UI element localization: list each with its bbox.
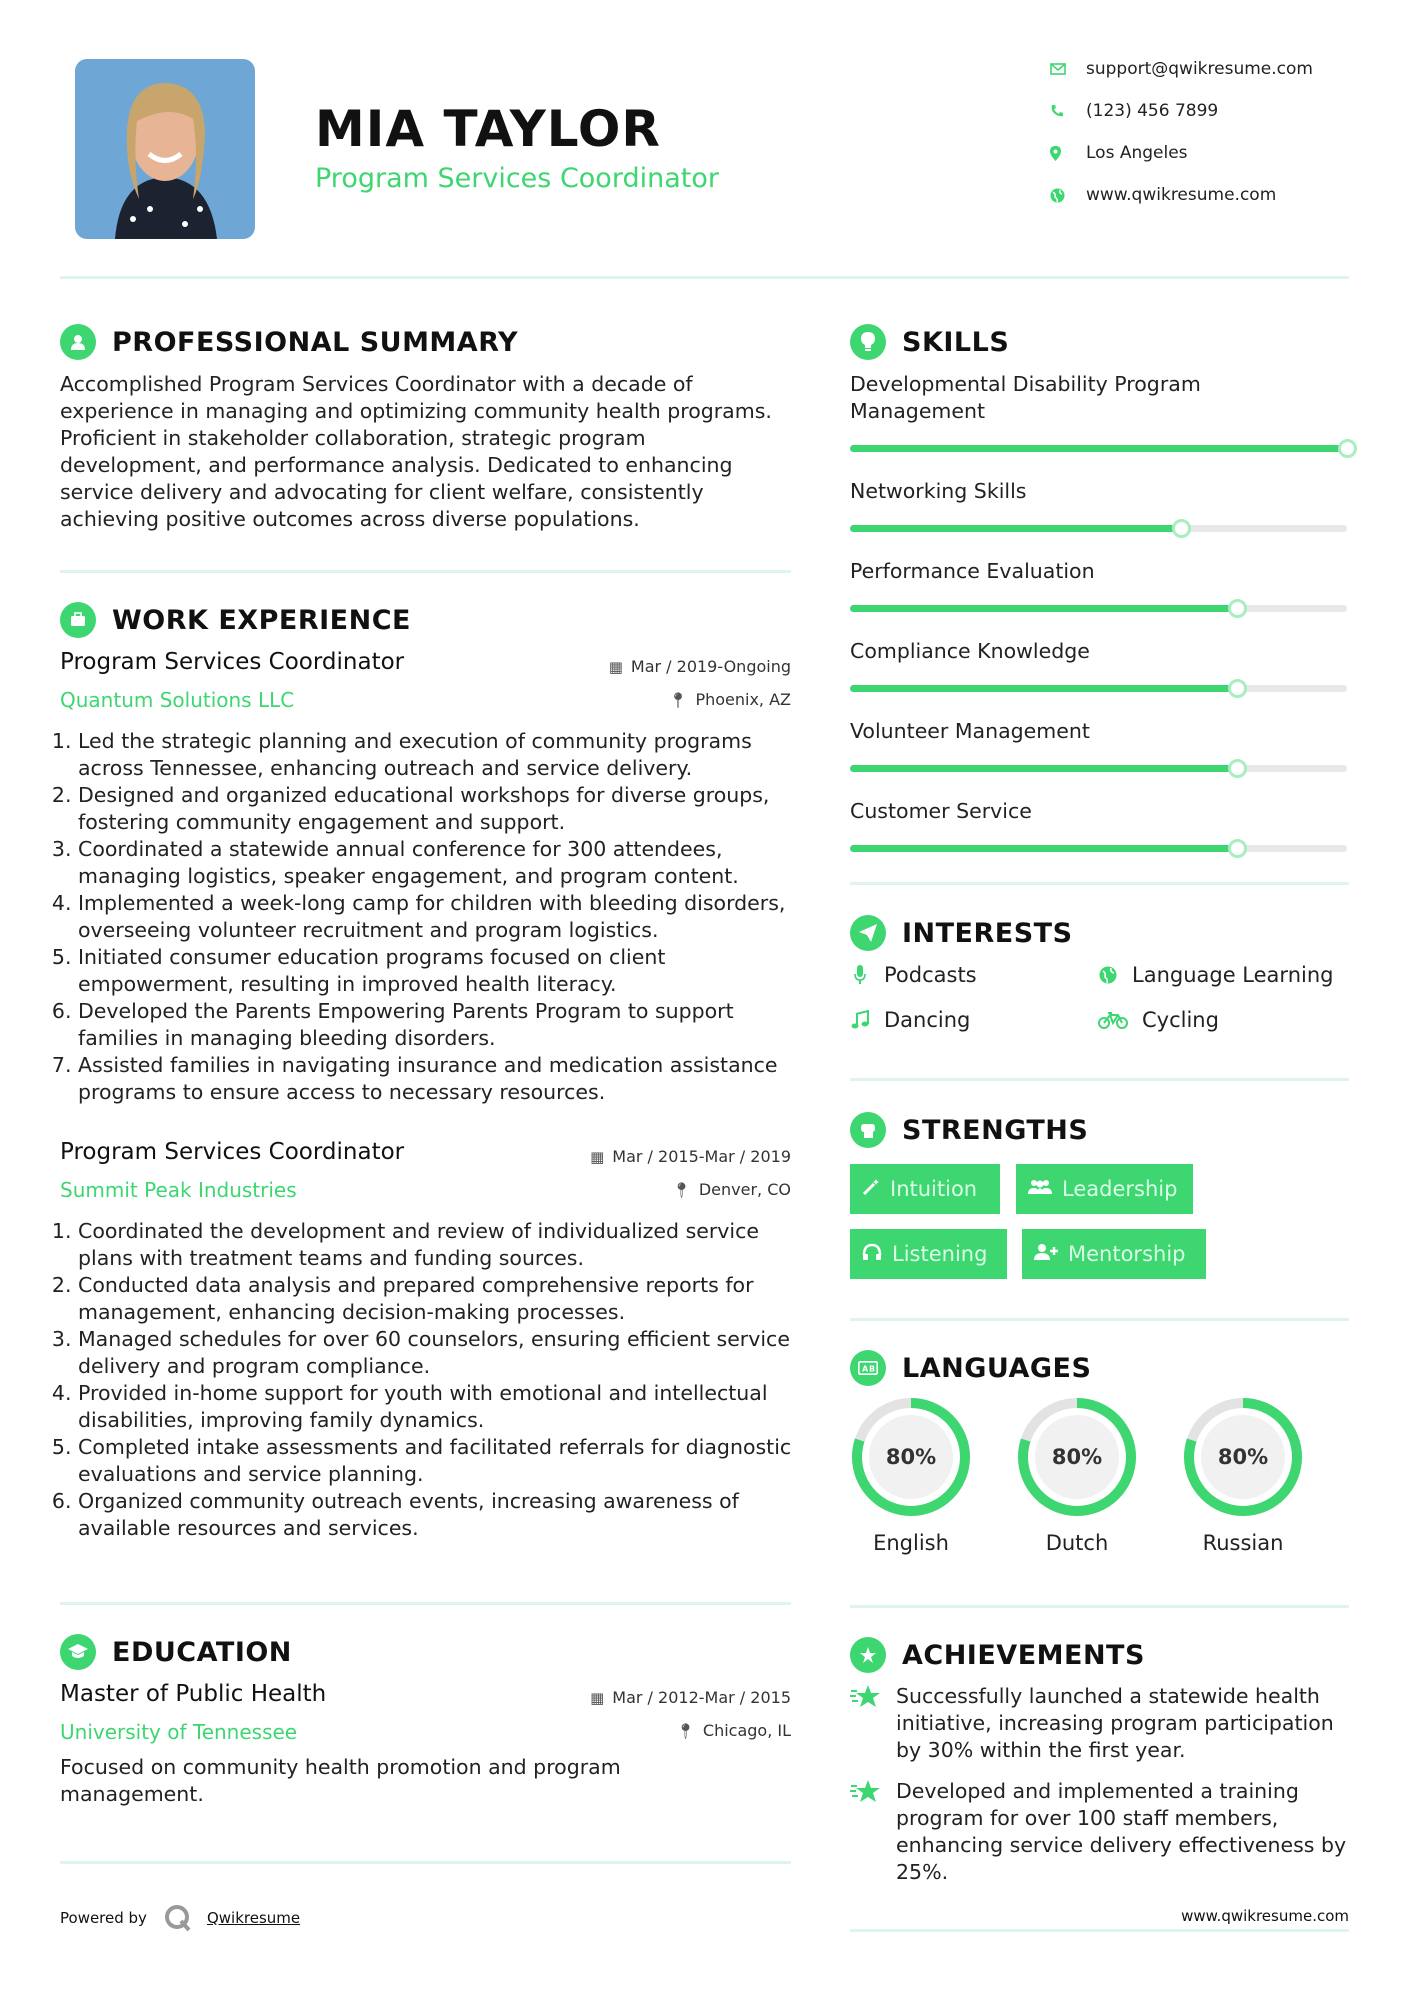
language-icon [850,1350,886,1386]
powered-by-text: Powered by [60,1909,147,1927]
languages-title: LANGUAGES [902,1352,1092,1384]
strengths-divider [850,1318,1349,1321]
job-2-location-text: Denver, CO [698,1180,791,1199]
duty-item: 7. Assisted families in navigating insurance and medication assistance programs to ensure access to necessary resources. [78,1052,800,1106]
education-school: University of Tennessee [60,1720,298,1744]
duty-item: 6. Organized community outreach events, increasing awareness of available resources and services. [78,1488,800,1542]
interest-language-learning [1098,963,1333,987]
achievement-text: Developed and implemented a training program for over 100 staff members, enhancing service delivery effectiveness by 25%. [896,1779,1347,1884]
bicycle-icon [1098,1011,1128,1029]
education-divider [60,1861,791,1864]
skills-title: SKILLS [902,326,1010,358]
contact-email-text: support@qwikresume.com [1086,59,1313,79]
skill-label: Performance Evaluation [850,559,1095,583]
job-2-dates-text: Mar / 2015-Mar / 2019 [612,1147,791,1166]
phone-icon [1050,104,1086,118]
duty-item: 4. Implemented a week-long camp for children with bleeding disorders, overseeing volunteer recruitment and program logistics. [78,890,800,944]
calendar-icon: ▦ [590,1688,605,1707]
skill-level-knob [1172,519,1191,538]
pin-icon: 📍︎ [671,1180,691,1199]
skill-level-fill [850,845,1237,852]
skill-label: Networking Skills [850,479,1027,503]
skill-level-bar [850,685,1347,692]
strength-tag-mentorship [1022,1229,1206,1279]
duty-item: 1. Led the strategic planning and execution of community programs across Tennessee, enhancing outreach and service delivery. [78,728,800,782]
skill-level-knob [1228,679,1247,698]
job-2-title: Program Services Coordinator [60,1139,405,1165]
duty-item: 2. Conducted data analysis and prepared comprehensive reports for management, enhancing decision-making processes. [78,1272,800,1326]
svg-text:B: B [869,1364,876,1374]
interests-title: INTERESTS [902,917,1073,949]
strengths-heading [850,1112,1088,1148]
achievement-text: Successfully launched a statewide health initiative, increasing program participation by 30% within the first year. [896,1684,1334,1762]
language-label: English [873,1531,949,1555]
contact-phone[interactable] [1050,99,1218,123]
education-heading [60,1634,292,1670]
interest-podcasts [850,963,977,987]
duty-item: 1. Coordinated the development and review of individualized service plans with treatment teams and funding sources. [78,1218,800,1272]
pin-icon: 📍︎ [675,1721,695,1740]
job-1-title: Program Services Coordinator [60,649,405,675]
interest-label: Dancing [884,1008,971,1032]
language-ring [1182,1396,1304,1518]
strengths-title: STRENGTHS [902,1114,1089,1146]
globe-icon [1098,966,1118,984]
mail-icon [1050,63,1086,75]
language-ring [850,1396,972,1518]
skill-level-knob [1228,759,1247,778]
user-plus-icon [1034,1243,1058,1266]
location-pin-icon [1050,146,1086,161]
language-percent: 80% [885,1445,937,1469]
contact-website[interactable] [1050,183,1276,207]
header-divider [60,276,1349,279]
strength-label: Leadership [1062,1177,1178,1201]
work-heading [60,602,411,638]
star-icon [850,1778,896,1886]
job-2-duties [60,1218,800,1542]
graduation-cap-icon [60,1634,96,1670]
strength-label: Mentorship [1068,1242,1186,1266]
duty-item: 3. Managed schedules for over 60 counselors, ensuring efficient service delivery and program compliance. [78,1326,800,1380]
language-percent: 80% [1051,1445,1103,1469]
skill-level-bar [850,845,1347,852]
interest-cycling [1098,1008,1219,1032]
headphones-icon [862,1243,882,1266]
strength-label: Intuition [890,1177,978,1201]
strength-tag-intuition [850,1164,1000,1214]
skill-level-fill [850,445,1347,452]
summary-title: PROFESSIONAL SUMMARY [112,326,519,358]
star-badge-icon [850,1637,886,1673]
qwikresume-logo-icon [163,1903,193,1933]
education-dates-text: Mar / 2012-Mar / 2015 [612,1688,791,1707]
interest-label: Language Learning [1132,963,1334,987]
skill-level-knob [1228,599,1247,618]
skill-level-bar [850,605,1347,612]
interest-dancing [850,1008,970,1032]
footer-url[interactable]: www.qwikresume.com [1181,1907,1349,1925]
skills-divider [850,882,1349,885]
pin-icon: 📍︎ [668,690,688,709]
strength-tag-leadership [1016,1164,1193,1214]
user-icon [60,324,96,360]
summary-divider [60,570,791,573]
fist-icon [850,1112,886,1148]
magic-wand-icon [862,1178,880,1201]
star-icon [850,1683,896,1764]
duty-item: 3. Coordinated a statewide annual conference for 300 attendees, managing logistics, speaker engagement, and program content. [78,836,800,890]
languages-divider [850,1605,1349,1608]
duty-item: 5. Completed intake assessments and facilitated referrals for diagnostic evaluations and service planning. [78,1434,800,1488]
skill-level-knob [1338,439,1357,458]
interests-heading [850,915,1073,951]
contact-location [1050,141,1188,165]
skill-level-bar [850,765,1347,772]
achievement-item [850,1778,1350,1886]
contact-email[interactable] [1050,57,1313,81]
job-2-location [500,1180,791,1199]
language-ring [1016,1396,1138,1518]
duty-item: 2. Designed and organized educational workshops for diverse groups, fostering community engagement and support. [78,782,800,836]
lightbulb-icon [850,324,886,360]
education-description: Focused on community health promotion and program management. [60,1755,621,1806]
group-icon [1028,1178,1052,1201]
achievements-title: ACHIEVEMENTS [902,1639,1145,1671]
education-degree: Master of Public Health [60,1681,327,1707]
work-divider [60,1602,791,1605]
skill-label: Customer Service [850,799,1032,823]
contact-website-text: www.qwikresume.com [1086,185,1277,205]
skill-level-bar [850,445,1347,452]
duty-item: 6. Developed the Parents Empowering Parents Program to support families in managing bleeding disorders. [78,998,800,1052]
education-title: EDUCATION [112,1636,292,1668]
skill-label: Developmental Disability Program Management [850,372,1201,423]
briefcase-icon [60,602,96,638]
education-dates [480,1688,791,1707]
language-percent: 80% [1217,1445,1269,1469]
profile-photo [75,59,255,239]
job-1-location [500,690,791,709]
summary-heading [60,324,518,360]
achievement-item [850,1683,1350,1764]
education-location-text: Chicago, IL [702,1721,791,1740]
powered-by [60,1903,300,1933]
skill-label: Compliance Knowledge [850,639,1090,663]
summary-text: Accomplished Program Services Coordinator with a decade of experience in managing and optimizing community health programs. Proficient in stakeholder collaboration, strategic program development, and performance analysis. Dedicated to enhancing service delivery and advocating for client welfare, consistently achieving positive outcomes across diverse populations. [60,372,772,531]
calendar-icon: ▦ [590,1147,605,1166]
duty-item: 4. Provided in-home support for youth with emotional and intellectual disabilities, improving family dynamics. [78,1380,800,1434]
skill-level-fill [850,765,1237,772]
strength-label: Listening [892,1242,988,1266]
qwikresume-link[interactable]: Qwikresume [206,1909,301,1927]
job-1-company: Quantum Solutions LLC [60,688,295,712]
achievements-divider [850,1929,1349,1932]
skill-label: Volunteer Management [850,719,1090,743]
candidate-role: Program Services Coordinator [315,163,719,194]
contact-phone-text: (123) 456 7899 [1086,101,1219,121]
paper-plane-icon [850,915,886,951]
job-2-company: Summit Peak Industries [60,1178,297,1202]
language-label: Russian [1202,1531,1284,1555]
skill-level-knob [1228,839,1247,858]
candidate-name: MIA TAYLOR [315,100,661,158]
job-1-duties [60,728,800,1106]
skill-level-fill [850,685,1237,692]
skill-level-fill [850,525,1181,532]
microphone-icon [850,965,870,985]
job-1-dates [500,657,791,676]
svg-text:A: A [862,1364,869,1374]
interests-divider [850,1078,1349,1081]
globe-icon [1050,188,1086,203]
education-location [500,1721,791,1740]
job-1-location-text: Phoenix, AZ [695,690,791,709]
duty-item: 5. Initiated consumer education programs focused on client empowerment, resulting in improved health literacy. [78,944,800,998]
languages-heading [850,1350,1091,1386]
job-2-dates [480,1147,791,1166]
calendar-icon: ▦ [608,657,623,676]
skills-heading [850,324,1009,360]
achievements-heading [850,1637,1145,1673]
strength-tag-listening [850,1229,1007,1279]
music-note-icon [850,1010,870,1030]
skill-level-fill [850,605,1237,612]
interest-label: Podcasts [884,963,977,987]
interest-label: Cycling [1142,1008,1219,1032]
skill-level-bar [850,525,1347,532]
job-1-dates-text: Mar / 2019-Ongoing [630,657,791,676]
work-title: WORK EXPERIENCE [112,604,411,636]
contact-location-text: Los Angeles [1086,143,1188,163]
language-label: Dutch [1045,1531,1109,1555]
